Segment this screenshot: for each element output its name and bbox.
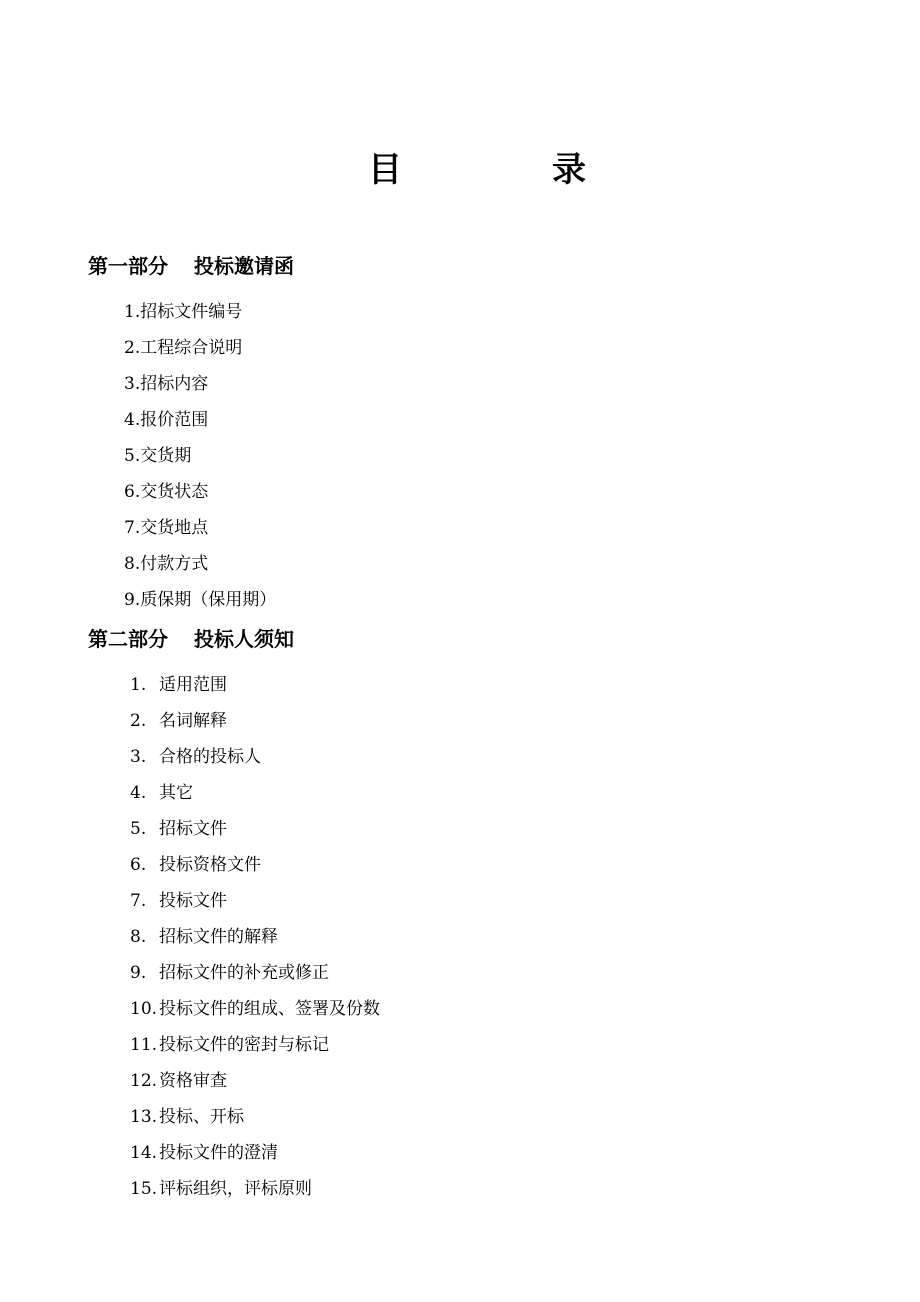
entry-number: 13. [130, 1107, 158, 1127]
entry-text: 名词解释 [159, 711, 227, 731]
section-part-label: 第一部分 [88, 254, 168, 278]
entry-number: 8. [124, 554, 141, 574]
entry-text: 适用范围 [159, 675, 227, 695]
toc-entry[interactable] [124, 510, 868, 546]
entry-text: 工程综合说明 [140, 338, 243, 358]
toc-entry[interactable] [130, 1135, 868, 1171]
entry-number: 5. [124, 446, 141, 466]
entry-text: 其它 [159, 783, 193, 803]
entry-number: 9. [124, 590, 141, 610]
entry-number: 9. [130, 963, 147, 983]
entry-number: 4. [130, 783, 147, 803]
section-name: 投标人须知 [194, 627, 294, 651]
entry-text: 报价范围 [140, 410, 209, 430]
toc-list [124, 294, 868, 618]
toc-entry[interactable] [130, 1099, 868, 1135]
entry-text: 交货地点 [140, 518, 209, 538]
toc-entry[interactable] [130, 811, 868, 847]
entry-text: 投标文件的组成、签署及份数 [159, 999, 380, 1019]
entry-text: 招标内容 [140, 374, 209, 394]
section-name: 投标邀请函 [194, 254, 294, 278]
entry-number: 6. [130, 855, 147, 875]
entry-number: 2. [130, 711, 147, 731]
toc-entry[interactable] [130, 991, 868, 1027]
toc-entry[interactable] [124, 546, 868, 582]
section-heading [88, 625, 868, 653]
entry-text: 付款方式 [140, 554, 209, 574]
entry-number: 2. [124, 338, 141, 358]
toc-entry[interactable] [124, 582, 868, 618]
entry-number: 1. [130, 675, 147, 695]
toc-entry[interactable] [130, 847, 868, 883]
entry-number: 6. [124, 482, 141, 502]
entry-text: 招标文件 [159, 819, 227, 839]
entry-number: 3. [124, 374, 141, 394]
entry-number: 15. [130, 1179, 158, 1199]
entry-number: 12. [130, 1071, 158, 1091]
entry-number: 7. [130, 891, 147, 911]
entry-text: 质保期（保用期） [140, 590, 277, 610]
toc-entry[interactable] [130, 1171, 868, 1207]
entry-number: 8. [130, 927, 147, 947]
entry-text: 投标文件 [159, 891, 227, 911]
toc-entry[interactable] [124, 438, 868, 474]
entry-text: 资格审查 [159, 1071, 227, 1091]
toc-entry[interactable] [130, 703, 868, 739]
toc-entry[interactable] [130, 775, 868, 811]
section-part-label: 第二部分 [88, 627, 168, 651]
toc-entry[interactable] [124, 474, 868, 510]
entry-text: 投标文件的澄清 [159, 1143, 278, 1163]
toc-section-1 [88, 252, 868, 618]
entry-text: 招标文件的补充或修正 [159, 963, 329, 983]
toc-entry[interactable] [130, 955, 868, 991]
toc-entry[interactable] [130, 739, 868, 775]
toc-entry[interactable] [130, 919, 868, 955]
toc-entry[interactable] [124, 330, 868, 366]
toc-entry[interactable] [130, 1063, 868, 1099]
toc-entry[interactable] [130, 883, 868, 919]
entry-number: 3. [130, 747, 147, 767]
section-heading [88, 252, 868, 280]
entry-text: 投标资格文件 [159, 855, 261, 875]
title-char-1: 目 [368, 150, 402, 190]
entry-number: 1. [124, 302, 141, 322]
toc-section-2 [88, 625, 868, 1207]
entry-text: 交货状态 [140, 482, 209, 502]
entry-text: 评标组织，评标原则 [159, 1179, 312, 1199]
entry-number: 11. [130, 1035, 158, 1055]
page-title [0, 148, 920, 192]
entry-number: 5. [130, 819, 147, 839]
title-char-2: 录 [552, 150, 586, 190]
entry-number: 10. [130, 999, 158, 1019]
entry-text: 投标文件的密封与标记 [159, 1035, 329, 1055]
toc-entry[interactable] [130, 1027, 868, 1063]
entry-number: 4. [124, 410, 141, 430]
entry-number: 14. [130, 1143, 158, 1163]
entry-text: 招标文件的解释 [159, 927, 278, 947]
entry-text: 招标文件编号 [140, 302, 243, 322]
toc-list [130, 667, 868, 1207]
entry-text: 投标、开标 [159, 1107, 244, 1127]
entry-text: 合格的投标人 [159, 747, 261, 767]
toc-entry[interactable] [124, 402, 868, 438]
toc-entry[interactable] [124, 294, 868, 330]
toc-entry[interactable] [124, 366, 868, 402]
entry-text: 交货期 [140, 446, 192, 466]
toc-entry[interactable] [130, 667, 868, 703]
entry-number: 7. [124, 518, 141, 538]
